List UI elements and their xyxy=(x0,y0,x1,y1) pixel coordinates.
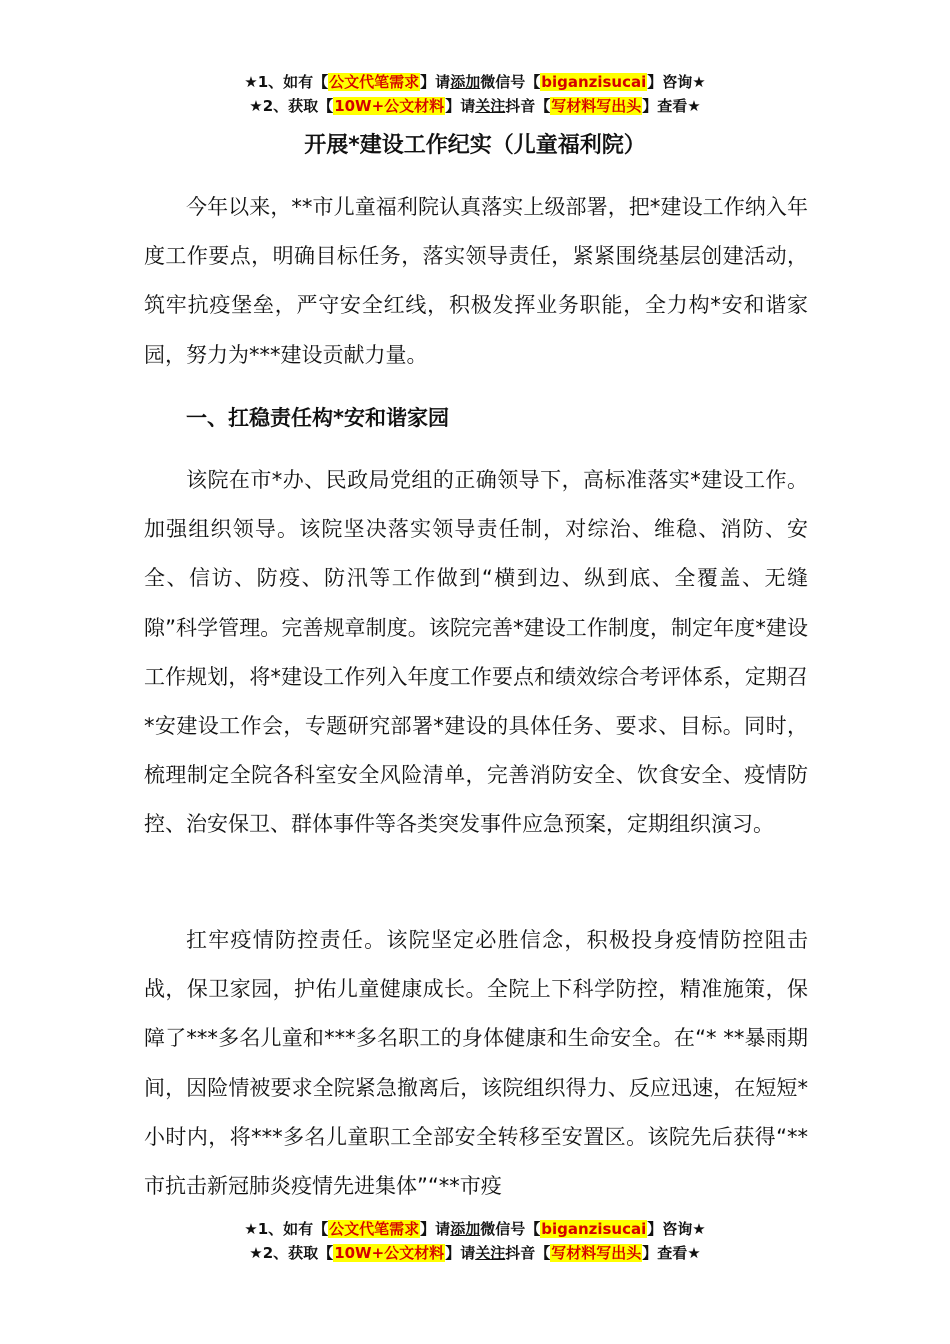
promo-highlight: 公文代笔需求 xyxy=(329,73,420,91)
promo-text: 】查看★ xyxy=(642,1244,701,1262)
intro-block xyxy=(144,183,808,380)
promo-line-2 xyxy=(0,94,950,118)
promo-highlight: biganzisucai xyxy=(541,73,647,91)
promo-header xyxy=(0,70,950,118)
section-heading-block xyxy=(144,394,808,443)
section-heading: 一、扛稳责任构*安和谐家园 xyxy=(186,406,449,430)
promo-highlight: 10W+公文材料 xyxy=(334,1244,445,1262)
promo-text: ★1、如有【 xyxy=(244,73,329,91)
promo-text: 微信号【 xyxy=(480,73,541,91)
promo-underlined: 关注 xyxy=(475,1244,506,1262)
promo-highlight: 公文代笔需求 xyxy=(329,1220,420,1238)
body-paragraph: 扛牢疫情防控责任。该院坚定必胜信念，积极投身疫情防控阻击战，保卫家园，护佑儿童健康成长。全院上下科学防控，精准施策，保障了***多名儿童和***多名职工的身体健康和生命安全。在“* **暴雨期间，因险情被要求全院紧急撤离后，该院组织得力、反应迅速，在短短*小时内，将***多名儿童职工全部安全转移至安置区。该院先后获得“**市抗击新冠肺炎疫情先进集体”“**市疫 xyxy=(144,928,808,1199)
promo-highlight: 10W+公文材料 xyxy=(334,97,445,115)
promo-highlight: 写材料写出头 xyxy=(551,1244,642,1262)
promo-text: ★1、如有【 xyxy=(244,1220,329,1238)
section-paragraph-block-2 xyxy=(144,916,808,1211)
promo-text: 】请 xyxy=(445,97,476,115)
promo-highlight: 写材料写出头 xyxy=(551,97,642,115)
document-title: 开展*建设工作纪实（儿童福利院） xyxy=(304,133,646,158)
promo-underlined: 添加 xyxy=(450,73,481,91)
promo-footer xyxy=(0,1217,950,1265)
promo-text: 】咨询★ xyxy=(647,73,706,91)
promo-underlined: 添加 xyxy=(450,1220,481,1238)
promo-text: 】查看★ xyxy=(642,97,701,115)
promo-text: ★2、获取【 xyxy=(249,1244,334,1262)
promo-text: 】请 xyxy=(420,73,451,91)
promo-text: 】请 xyxy=(445,1244,476,1262)
promo-text: 抖音【 xyxy=(505,97,551,115)
promo-text: ★2、获取【 xyxy=(249,97,334,115)
promo-text: 】请 xyxy=(420,1220,451,1238)
promo-highlight: biganzisucai xyxy=(541,1220,647,1238)
body-paragraph: 该院在市*办、民政局党组的正确领导下，高标准落实*建设工作。加强组织领导。该院坚决落实领导责任制，对综治、维稳、消防、安全、信访、防疫、防汛等工作做到“横到边、纵到底、全覆盖、无缝隙”科学管理。完善规章制度。该院完善*建设工作制度，制定年度*建设工作规划，将*建设工作列入年度工作要点和绩效综合考评体系，定期召*安建设工作会，专题研究部署*建设的具体任务、要求、目标。同时，梳理制定全院各科室安全风险清单，完善消防安全、饮食安全、疫情防控、治安保卫、群体事件等各类突发事件应急预案，定期组织演习。 xyxy=(144,468,808,837)
promo-line-2 xyxy=(0,1241,950,1265)
promo-text: 】咨询★ xyxy=(647,1220,706,1238)
promo-text: 微信号【 xyxy=(480,1220,541,1238)
promo-line-1 xyxy=(0,1217,950,1241)
section-paragraph-block-1 xyxy=(144,456,808,850)
intro-paragraph: 今年以来，**市儿童福利院认真落实上级部署，把*建设工作纳入年度工作要点，明确目标任务，落实领导责任，紧紧围绕基层创建活动，筑牢抗疫堡垒，严守安全红线，积极发挥业务职能，全力构*安和谐家园，努力为***建设贡献力量。 xyxy=(144,195,808,367)
promo-text: 抖音【 xyxy=(505,1244,551,1262)
promo-underlined: 关注 xyxy=(475,97,506,115)
promo-line-1 xyxy=(0,70,950,94)
